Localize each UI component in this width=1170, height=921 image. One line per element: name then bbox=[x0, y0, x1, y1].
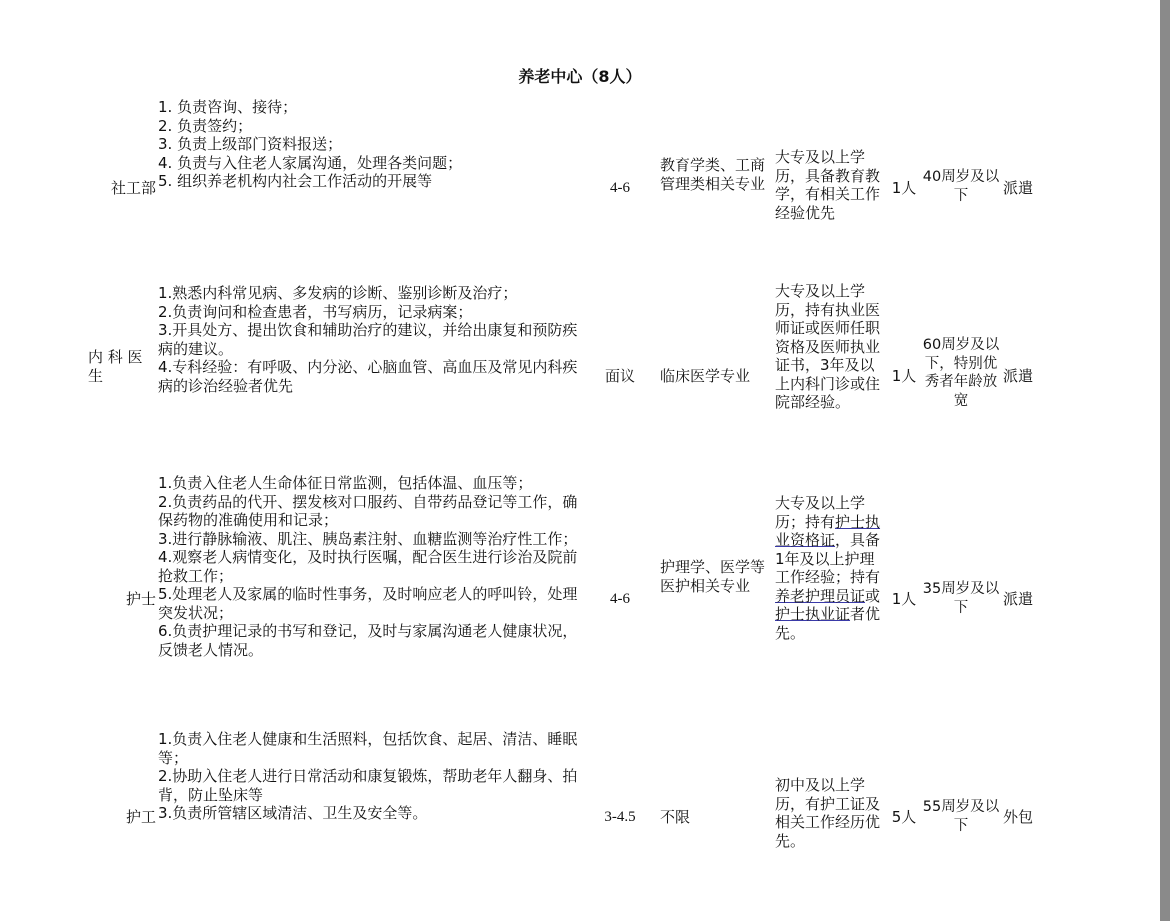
duty-list bbox=[158, 730, 588, 823]
employment-type: 派遣 bbox=[1003, 590, 1034, 608]
cert-link-nurse-practice: 护士执业证 bbox=[775, 605, 851, 623]
dept-name: 社工部 bbox=[110, 179, 156, 197]
duty-item: 6.负责护理记录的书写和登记，及时与家属沟通老人健康状况，反馈老人情况。 bbox=[158, 622, 578, 659]
cert-link-elder-care: 养老护理员证 bbox=[775, 586, 866, 605]
headcount: 1人 bbox=[891, 590, 917, 608]
duty-item: 1.负责入住老人健康和生活照料，包括饮食、起居、清洁、睡眠等； bbox=[158, 730, 578, 767]
headcount: 1人 bbox=[891, 179, 917, 197]
requirement: 大专及以上学历，持有执业医师证或医师任职资格及医师执业证书，3年及以上内科门诊或住院部经验。 bbox=[775, 282, 881, 411]
duty-item: 3.开具处方、提出饮食和辅助治疗的建议，并给出康复和预防疾病的建议。 bbox=[158, 321, 578, 358]
major: 临床医学专业 bbox=[660, 367, 751, 385]
req-text: ，具备1年及以上护理工作经验；持有 bbox=[775, 531, 881, 586]
duty-item: 1.熟悉内科常见病、多发病的诊断、鉴别诊断及治疗； bbox=[158, 284, 518, 302]
duty-item: 5.处理老人及家属的临时性事务，及时响应老人的呼叫铃，处理突发状况； bbox=[158, 585, 578, 622]
dept-name: 护工 bbox=[125, 808, 156, 826]
employment-type: 派遣 bbox=[1003, 367, 1034, 385]
duty-item: 1. 负责咨询、接待； bbox=[158, 98, 298, 116]
duty-item: 4.专科经验：有呼吸、内分泌、心脑血管、高血压及常见内科疾病的诊治经验者优先 bbox=[158, 358, 578, 395]
headcount: 1人 bbox=[891, 367, 917, 385]
req-text: 大专及以上学历；持有 bbox=[775, 494, 866, 531]
duty-item: 4. 负责与入住老人家属沟通，处理各类问题； bbox=[158, 153, 463, 172]
requirement: 初中及以上学历，有护工证及相关工作经历优先。 bbox=[775, 776, 881, 850]
table-row bbox=[0, 284, 1160, 454]
dept-name: 护士 bbox=[125, 590, 156, 608]
age-limit: 35周岁及以下 bbox=[922, 581, 1000, 616]
duty-item: 3. 负责上级部门资料报送； bbox=[158, 135, 343, 153]
duty-item: 5. 组织养老机构内社会工作活动的开展等 bbox=[158, 172, 433, 190]
dept-name: 内 科 医生 bbox=[88, 348, 143, 385]
duty-list bbox=[158, 98, 588, 191]
duty-item: 1.负责入住老人生命体征日常监测，包括体温、血压等； bbox=[158, 474, 533, 492]
requirement: 大专及以上学历，具备教育教学，有相关工作经验优先 bbox=[775, 148, 881, 222]
salary: 3-4.5 bbox=[604, 809, 636, 825]
vertical-scrollbar[interactable] bbox=[1160, 0, 1170, 921]
duty-item: 3.进行静脉输液、肌注、胰岛素注射、血糖监测等治疗性工作； bbox=[158, 529, 578, 548]
req-text: 者优先。 bbox=[775, 605, 881, 642]
age-limit: 40周岁及以下 bbox=[922, 169, 1000, 204]
duty-item: 2.协助入住老人进行日常活动和康复锻炼，帮助老年人翻身、拍背，防止坠床等 bbox=[158, 767, 578, 804]
major: 不限 bbox=[660, 808, 691, 826]
table-row bbox=[0, 730, 1160, 870]
requirement bbox=[775, 494, 887, 642]
table-row bbox=[0, 96, 1160, 236]
headcount: 5人 bbox=[891, 808, 917, 826]
salary: 4-6 bbox=[610, 591, 630, 607]
duty-item: 2. 负责签约； bbox=[158, 116, 253, 135]
req-text: 或 bbox=[865, 586, 881, 605]
duty-list bbox=[158, 284, 588, 395]
duty-item: 2.负责询问和检查患者，书写病历，记录病案； bbox=[158, 302, 473, 321]
table-row bbox=[0, 474, 1160, 726]
age-limit: 60周岁及以下，特别优秀者年龄放宽 bbox=[922, 337, 1000, 409]
salary: 面议 bbox=[604, 367, 635, 385]
employment-type: 派遣 bbox=[1003, 179, 1034, 197]
duty-list bbox=[158, 474, 588, 659]
major: 教育学类、工商管理类相关专业 bbox=[660, 156, 766, 193]
duty-item: 2.负责药品的代开、摆发核对口服药、自带药品登记等工作，确保药物的准确使用和记录； bbox=[158, 492, 578, 529]
age-limit: 55周岁及以下 bbox=[922, 799, 1000, 834]
page-title: 养老中心（8人） bbox=[518, 67, 642, 86]
duty-item: 3.负责所管辖区域清洁、卫生及安全等。 bbox=[158, 804, 428, 822]
salary: 4-6 bbox=[610, 180, 630, 196]
duty-item: 4.观察老人病情变化，及时执行医嘱，配合医生进行诊治及院前抢救工作； bbox=[158, 548, 578, 585]
cert-link-nurse-license: 护士执业资格证 bbox=[775, 512, 881, 549]
major: 护理学、医学等医护相关专业 bbox=[660, 558, 766, 595]
employment-type: 外包 bbox=[1003, 808, 1034, 826]
